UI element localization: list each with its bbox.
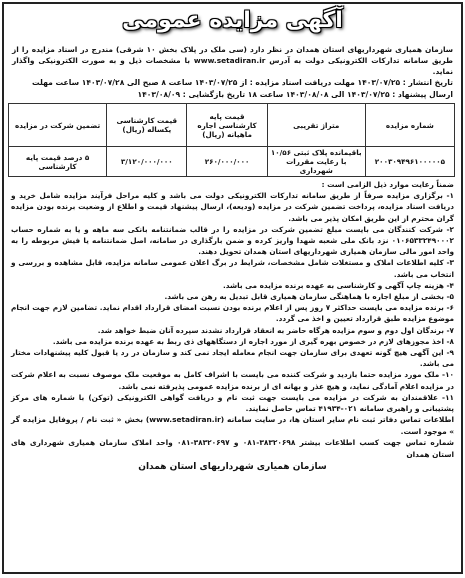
table-cell: ۳/۱۲۰/۰۰۰/۰۰۰	[107, 147, 187, 177]
table-header: تضمین شرکت در مزایده	[9, 104, 107, 147]
condition-item: ۱- برگزاری مزایده صرفاً از طریق سامانه تدارکات الکترونیکی دولت می باشد و کلیه مراحل فرآیند مزایده شامل خرید و دریافت اسناد مزایده، پرداخت تضمین شرکت در مزایده (ودیعه)، ارسال پیشنهاد قیمت و اطلاع از وضعیت برنده بودن مزایده گران محترم از این طریق امکان پذیر می باشد.	[11, 191, 454, 223]
table-cell: ۲۶۰/۰۰۰/۰۰۰	[187, 147, 267, 177]
condition-item: ۱۱- علاقمندان به شرکت در مزایده می بایست جهت ثبت نام و دریافت گواهی الکترونیکی (توکن) با شماره های مرکز پشتیبانی و راهبری سامانه ۰۲۱-۴۱۹۳۴ تماس حاصل نمایند.	[11, 392, 454, 414]
condition-item: ۳- کلیه اطلاعات املاک و مستغلات شامل مشخصات، شرایط در برگ اعلان عمومی سامانه مزایده، قابل مشاهده و بررسی و انتخاب می باشد.	[11, 258, 454, 279]
condition-item: ضمناً رعایت موارد ذیل الزامی است :	[321, 180, 454, 189]
dates-line-1: تاریخ انتشار : ۱۴۰۳/۰۷/۲۵ مهلت دریافت اسناد مزایده : از ۱۴۰۳/۰۷/۲۵ ساعت ۸ صبح الی ۱۴۰۳/۰۷/۲۸ ساعت مهلت	[32, 78, 453, 87]
title-bar	[4, 4, 461, 44]
condition-item: ۵- بخشی از مبلغ اجاره با هماهنگی سازمان همیاری قابل تبدیل به رهن می باشد.	[164, 292, 454, 302]
table-header: قیمت کارشناسی یکساله (ریال)	[107, 104, 187, 147]
contact-info	[4, 414, 461, 460]
ad-page	[2, 2, 463, 574]
table-header: شماره مزایده	[365, 104, 454, 147]
condition-item: ۸- اخذ مجوزهای لازم در خصوص بهره گیری از مورد اجاره از دستگاههای ذی ربط به عهده برنده مزایده می باشد.	[52, 336, 454, 346]
table-row	[9, 147, 455, 177]
condition-item: ۷- برندگان اول دوم و سوم مزایده هرگاه حاضر به انعقاد قرارداد نشدند سپرده آنان ضبط خواهد شد.	[97, 325, 454, 335]
footer-organization: سازمان همیاری شهرداریهای استان همدان	[138, 462, 327, 473]
condition-item: ۲- شرکت کنندگان می بایست مبلغ تضمین شرکت در مزایده را در قالب ضمانتنامه بانکی سه ماهه و یا به شماره حساب ۰۱۰۶۵۳۳۲۴۹۰۰۰۲ نزد بانک ملی شعبه شهدا واریز کرده و ضمن بارگذاری در سامانه، اصل ضمانتنامه یا فیش مربوطه را به واحد امور مالی سازمان همیاری شهرداریهای استان همدان تحویل دهند.	[11, 224, 454, 257]
table-cell: باقیمانده پلاک ثبتی ۱۰/۵۶ با رعایت مقررات شهرداری	[267, 147, 365, 177]
table-cell: ۵ درصد قیمت پایه کارشناسی	[9, 147, 107, 177]
auction-table	[8, 103, 455, 177]
dates-line-2: ارسال پیشنهاد : ۱۴۰۳/۰۷/۲۵ الی ۱۴۰۳/۰۸/۰۸ ساعت ۱۸ تاریخ بازگشایی : ۱۴۰۳/۰۸/۰۹	[137, 89, 453, 99]
conditions-list	[4, 179, 461, 414]
contact-line: شماره تماس جهت کسب اطلاعات بیشتر ۳۸۳۲۰۶۹۸-۰۸۱ و ۳۸۳۲۰۶۹۷-۰۸۱ واحد املاک سازمان همیاری شهرداری های استان همدان	[11, 438, 454, 459]
condition-item: ۴- هزینه چاپ آگهی و کارشناسی به عهده برنده مزایده می باشد.	[222, 280, 454, 290]
intro-paragraph: سازمان همیاری شهرداریهای استان همدان در نظر دارد (سی ملک در پلاک بخش ۱۰ شرقی) مندرج در اسناد مزایده را از طریق سامانه تدارکات الکترونیکی دولت به آدرس www.setadiran.ir با مشخصات ذیل و به صورت الکترونیکی واگذار نماید.	[12, 45, 454, 76]
condition-item: ۹- این آگهی هیچ گونه تعهدی برای سازمان جهت انجام معامله ایجاد نمی کند و سازمان در رد یا قبول کلیه پیشنهادات مختار می باشد.	[11, 348, 454, 369]
contact-line: اطلاعات تماس دفاتر ثبت نام سایر استان ها، در سایت سامانه (www.setadiran.ir) بخش « ثبت نام / پروفایل مزایده گر » موجود است.	[11, 415, 455, 436]
condition-item: ۶- برنده مزایده می بایست حداکثر ۷ روز پس از اعلام برنده بودن نسبت امضای قرارداد اقدام نماید. تضامین لازم جهت انجام موضوع مزایده طبق قرارداد تعیین و اخذ می گردد.	[11, 303, 455, 324]
table-header-row	[9, 104, 455, 147]
condition-item: ۱۰- ملک مورد مزایده حتما بازدید و شرکت کننده می بایست با اشراف کامل به موقعیت ملک موصوف نسبت به اعلام شرکت در مزایده اعلام آمادگی نماید، و هیچ عذر و بهانه ای از برنده مزایده عمومی پذیرفته نمی باشد.	[11, 370, 454, 391]
table-header: قیمت پایه کارشناسی اجاره ماهیانه (ریال)	[187, 104, 267, 147]
page-title: آگهی مزایده عمومی	[122, 8, 343, 33]
table-cell: ۲۰۰۳۰۹۴۹۶۱۰۰۰۰۰۵	[365, 147, 454, 177]
table-header: متراژ تقریبی	[267, 104, 365, 147]
